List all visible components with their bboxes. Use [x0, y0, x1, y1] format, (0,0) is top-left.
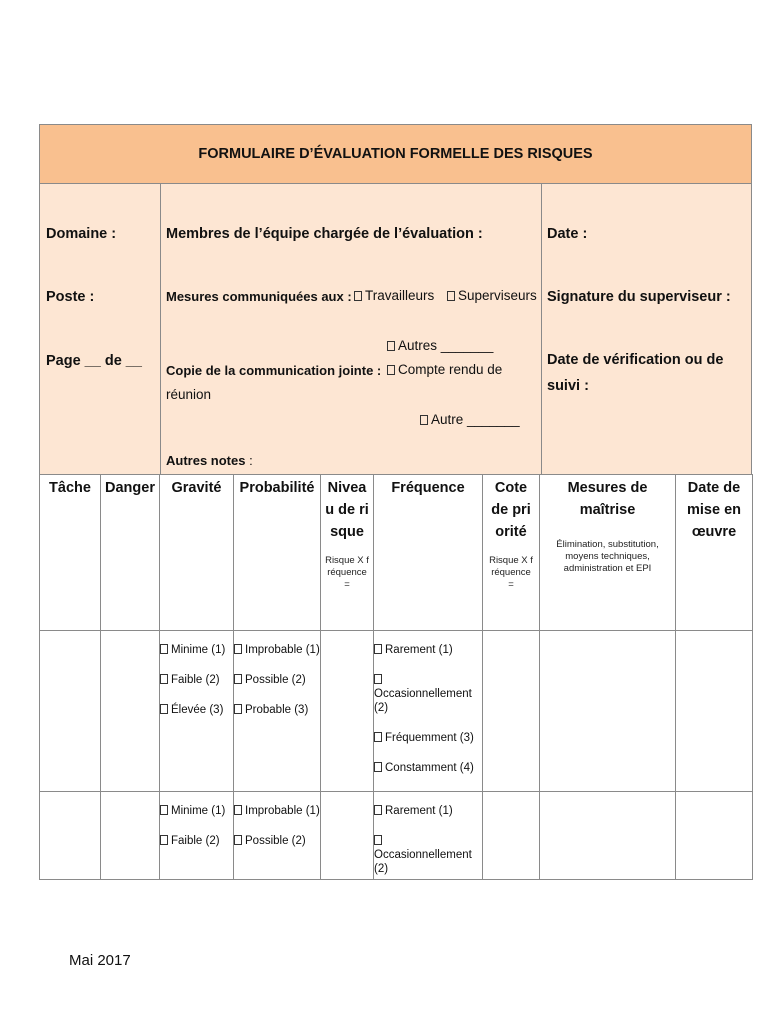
- cell-gravite: [160, 792, 234, 880]
- checkbox-icon[interactable]: [234, 674, 242, 684]
- info-middle-column: [161, 184, 542, 474]
- travailleurs-option[interactable]: Travailleurs: [354, 288, 434, 303]
- cell-niveau[interactable]: [321, 792, 374, 880]
- frequence-option[interactable]: Fréquemment (3): [374, 731, 482, 745]
- cell-danger[interactable]: [101, 631, 160, 792]
- poste-label: Poste :: [46, 289, 95, 305]
- mesures-subtext: Élimination, substitution, moyens techniques, administration et EPI: [556, 539, 659, 574]
- probabilite-option[interactable]: Improbable (1): [234, 804, 320, 818]
- probabilite-option[interactable]: Probable (3): [234, 703, 320, 717]
- checkbox-icon[interactable]: [234, 644, 242, 654]
- checkbox-icon[interactable]: [234, 805, 242, 815]
- info-right-column: [542, 184, 751, 474]
- compte-rendu-option[interactable]: Compte rendu de: [387, 362, 502, 377]
- gravite-option[interactable]: Élevée (3): [160, 703, 233, 717]
- superviseurs-option[interactable]: Superviseurs: [447, 288, 537, 303]
- frequence-option[interactable]: Occasionnellement (2): [374, 834, 470, 876]
- col-tache: Tâche: [40, 475, 101, 631]
- checkbox-icon[interactable]: [234, 835, 242, 845]
- frequence-option[interactable]: Rarement (1): [374, 804, 482, 818]
- cell-probabilite: [234, 792, 321, 880]
- cote-subtext: Risque X fréquence =: [489, 555, 533, 590]
- niveau-subtext: Risque X fréquence =: [325, 555, 369, 590]
- checkbox-icon[interactable]: [374, 805, 382, 815]
- date-label: Date :: [547, 226, 588, 242]
- checkbox-icon[interactable]: [354, 291, 362, 301]
- cell-cote[interactable]: [483, 792, 540, 880]
- mesures-label: Mesures communiquées aux :: [166, 289, 352, 304]
- cell-date-mise[interactable]: [676, 792, 753, 880]
- probabilite-option[interactable]: Improbable (1): [234, 643, 320, 657]
- reunion-text: réunion: [166, 387, 212, 402]
- cell-mesures[interactable]: [540, 631, 676, 792]
- copie-label: Copie de la communication jointe :: [166, 363, 382, 378]
- cell-tache[interactable]: [40, 631, 101, 792]
- frequence-option[interactable]: Rarement (1): [374, 643, 482, 657]
- membres-label: Membres de l’équipe chargée de l’évaluation :: [166, 226, 483, 242]
- checkbox-icon[interactable]: [374, 762, 382, 772]
- gravite-option[interactable]: Faible (2): [160, 834, 233, 848]
- col-danger: Danger: [101, 475, 160, 631]
- checkbox-icon[interactable]: [374, 732, 382, 742]
- cell-date-mise[interactable]: [676, 631, 753, 792]
- gravite-option[interactable]: Faible (2): [160, 673, 233, 687]
- checkbox-icon[interactable]: [374, 835, 382, 845]
- checkbox-icon[interactable]: [160, 674, 168, 684]
- cell-danger[interactable]: [101, 792, 160, 880]
- cell-tache[interactable]: [40, 792, 101, 880]
- risk-assessment-form: [39, 124, 752, 880]
- info-left-column: [40, 184, 161, 474]
- risk-table: [39, 474, 753, 880]
- frequence-option[interactable]: Occasionnellement (2): [374, 673, 470, 715]
- date-verification-label: Date de vérification ou de suivi :: [547, 352, 724, 394]
- col-frequence: Fréquence: [374, 475, 483, 631]
- col-date-mise: Date de mise en œuvre: [676, 475, 753, 631]
- cell-frequence: [374, 631, 483, 792]
- frequence-option[interactable]: Constamment (4): [374, 761, 482, 775]
- col-cote: Cote de priorité Risque X fréquence =: [483, 475, 540, 631]
- form-title: FORMULAIRE D’ÉVALUATION FORMELLE DES RISQUES: [39, 124, 752, 184]
- footer-date: Mai 2017: [69, 952, 131, 969]
- autres-option[interactable]: Autres _______: [387, 338, 493, 353]
- cell-cote[interactable]: [483, 631, 540, 792]
- info-section: [39, 184, 752, 474]
- col-gravite: Gravité: [160, 475, 234, 631]
- col-mesures: Mesures de maîtrise Élimination, substitution, moyens techniques, administration et EPI: [540, 475, 676, 631]
- checkbox-icon[interactable]: [160, 704, 168, 714]
- col-niveau: Niveau de risque Risque X fréquence =: [321, 475, 374, 631]
- probabilite-option[interactable]: Possible (2): [234, 673, 320, 687]
- page-label: Page __ de __: [46, 353, 142, 369]
- autre-option[interactable]: Autre _______: [420, 412, 520, 427]
- gravite-option[interactable]: Minime (1): [160, 643, 233, 657]
- checkbox-icon[interactable]: [387, 341, 395, 351]
- checkbox-icon[interactable]: [234, 704, 242, 714]
- checkbox-icon[interactable]: [447, 291, 455, 301]
- checkbox-icon[interactable]: [374, 674, 382, 684]
- checkbox-icon[interactable]: [420, 415, 428, 425]
- cell-probabilite: [234, 631, 321, 792]
- checkbox-icon[interactable]: [160, 835, 168, 845]
- cell-niveau[interactable]: [321, 631, 374, 792]
- checkbox-icon[interactable]: [160, 805, 168, 815]
- signature-label: Signature du superviseur :: [547, 289, 731, 305]
- autres-notes-label: Autres notes :: [166, 453, 253, 468]
- col-probabilite: Probabilité: [234, 475, 321, 631]
- checkbox-icon[interactable]: [387, 365, 395, 375]
- cell-mesures[interactable]: [540, 792, 676, 880]
- cell-gravite: [160, 631, 234, 792]
- table-row: [40, 631, 753, 792]
- header-row: [40, 475, 753, 631]
- domaine-label: Domaine :: [46, 226, 117, 242]
- cell-frequence: [374, 792, 483, 880]
- probabilite-option[interactable]: Possible (2): [234, 834, 320, 848]
- checkbox-icon[interactable]: [374, 644, 382, 654]
- checkbox-icon[interactable]: [160, 644, 168, 654]
- gravite-option[interactable]: Minime (1): [160, 804, 233, 818]
- table-row: [40, 792, 753, 880]
